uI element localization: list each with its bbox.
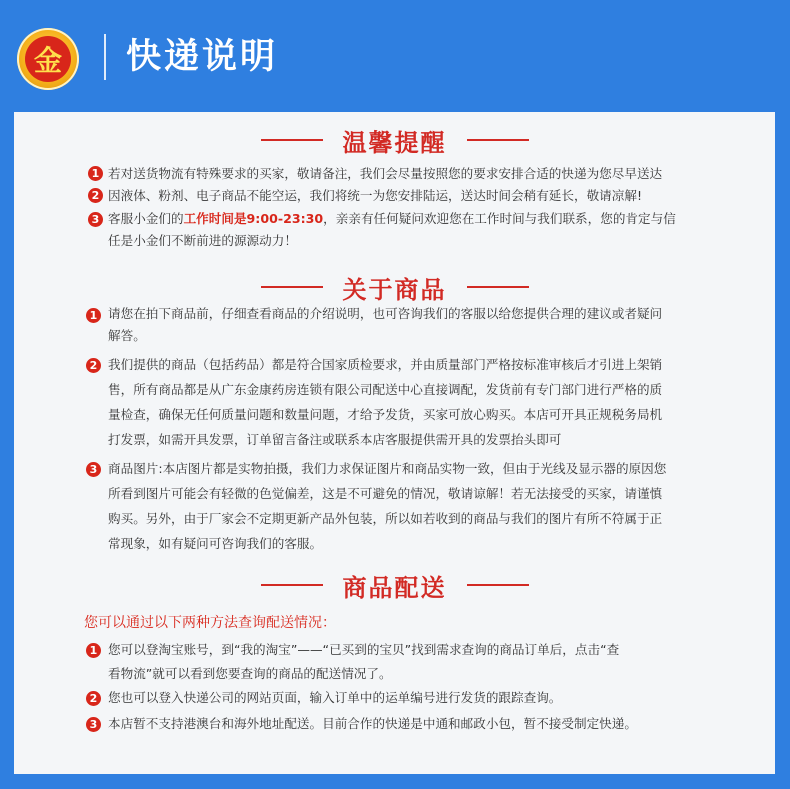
- work-hours: 工作时间是9:00-23:30: [183, 211, 324, 226]
- product-item-line: 量检查，确保无任何质量问题和数量问题，才给予发货，买家可放心购买。本店可开具正规税务局机: [108, 407, 663, 422]
- title-rule-right: [467, 139, 529, 141]
- delivery-item-line: 本店暂不支持港澳台和海外地址配送。目前合作的快递是中通和邮政小包，暂不接受制定快递。: [108, 716, 637, 731]
- number-badge: 2: [88, 188, 103, 203]
- title-rule-left: [261, 286, 323, 288]
- notice-item-text: 因液体、粉剂、电子商品不能空运，我们将统一为您安排陆运，送达时间会稍有延长，敬请凉解!: [108, 188, 642, 203]
- content-panel: [14, 112, 775, 774]
- number-badge: 1: [86, 643, 101, 658]
- section-notice-title: [14, 125, 775, 155]
- header-divider: [104, 34, 106, 80]
- number-badge: 3: [88, 212, 103, 227]
- brand-logo: [17, 28, 79, 90]
- section-title-text: 商品配送: [342, 572, 447, 602]
- section-title-text: 关于商品: [342, 274, 447, 304]
- text-segment: ，亲亲有任何疑问欢迎您在工作时间与我们联系，您的肯定与信: [323, 211, 676, 226]
- page-title: 快递说明: [126, 36, 279, 77]
- product-item-line: 售，所有商品都是从广东金康药房连锁有限公司配送中心直接调配，发货前有专门部门进行严格的质: [108, 382, 663, 397]
- section-product-title: [14, 272, 775, 302]
- number-badge: 2: [86, 691, 101, 706]
- product-item-line: 所看到图片可能会有轻微的色觉偏差，这是不可避免的情况，敬请谅解！若无法接受的买家，请谨慎: [108, 486, 663, 501]
- product-item-line: 解答。: [108, 328, 146, 343]
- logo-mark: 金: [25, 36, 71, 82]
- product-item-line: 请您在拍下商品前，仔细查看商品的介绍说明，也可咨询我们的客服以给您提供合理的建议或者疑问: [108, 306, 663, 321]
- delivery-item-line: 您也可以登入快递公司的网站页面，输入订单中的运单编号进行发货的跟踪查询。: [108, 690, 562, 705]
- number-badge: 3: [86, 462, 101, 477]
- number-badge: 1: [86, 308, 101, 323]
- section-delivery-title: [14, 570, 775, 600]
- number-badge: 1: [88, 166, 103, 181]
- number-badge: 2: [86, 358, 101, 373]
- notice-item-text-line2: 任是小金们不断前进的源源动力！: [108, 233, 297, 248]
- product-item-line: 常现象，如有疑问可咨询我们的客服。: [108, 536, 323, 551]
- title-rule-right: [467, 584, 529, 586]
- number-badge: 3: [86, 717, 101, 732]
- product-item-line: 商品图片:本店图片都是实物拍摄，我们力求保证图片和商品实物一致，但由于光线及显示器的原因您: [108, 461, 667, 476]
- title-rule-left: [261, 139, 323, 141]
- text-segment: 客服小金们的: [108, 211, 184, 226]
- product-item-line: 打发票，如需开具发票，订单留言备注或联系本店客服提供需开具的发票抬头即可: [108, 432, 562, 447]
- product-item-line: 我们提供的商品（包括药品）都是符合国家质检要求，并由质量部门严格按标准审核后才引进上架销: [108, 357, 663, 372]
- product-item-line: 购买。另外，由于厂家会不定期更新产品外包装，所以如若收到的商品与我们的图片有所不符属于正: [108, 511, 663, 526]
- section-title-text: 温馨提醒: [342, 127, 447, 157]
- notice-item-text: 若对送货物流有特殊要求的买家，敬请备注，我们会尽量按照您的要求安排合适的快递为您尽早送达: [108, 166, 663, 181]
- title-rule-right: [467, 286, 529, 288]
- title-rule-left: [261, 584, 323, 586]
- notice-item-text: [108, 207, 676, 231]
- delivery-item-line: 您可以登淘宝账号，到“我的淘宝”——“已买到的宝贝”找到需求查询的商品订单后，点击“查: [108, 642, 620, 657]
- delivery-intro: 您可以通过以下两种方法查询配送情况：: [84, 615, 336, 631]
- page-header: [0, 0, 790, 112]
- delivery-item-line: 看物流”就可以看到您要查询的商品的配送情况了。: [108, 666, 392, 681]
